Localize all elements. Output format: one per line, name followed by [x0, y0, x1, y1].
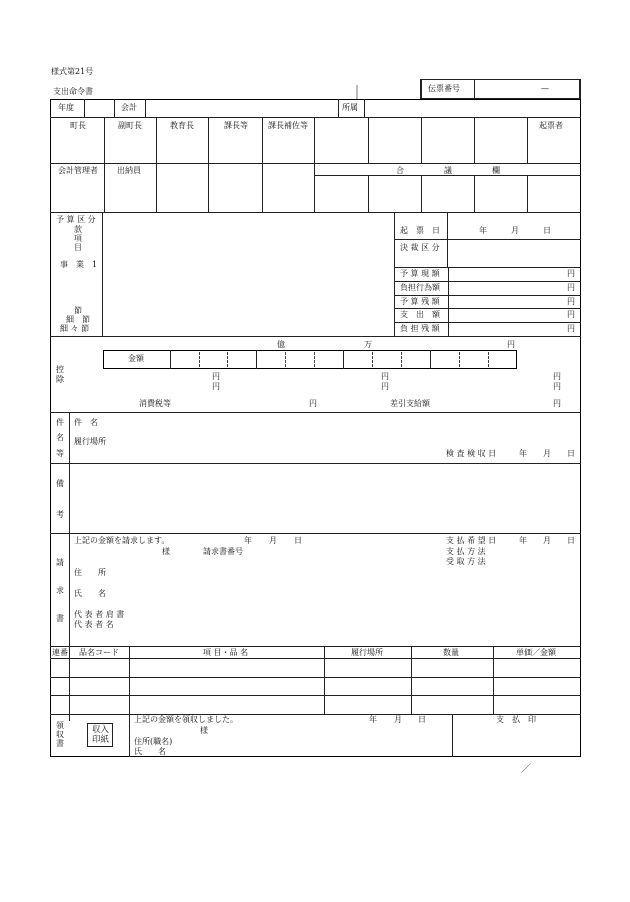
draft-day: 日 [543, 226, 551, 235]
budget-jigyo: 事 業 1 [60, 260, 98, 269]
approver-mayor: 町長 [70, 121, 86, 130]
receipt-sama: 様 [200, 726, 208, 735]
amount-item-1: 予 算 現 額 [400, 269, 440, 278]
amount-item-2: 負担行為額 [400, 283, 440, 292]
amount-item-3: 予 算 残 額 [400, 297, 440, 306]
footer-slash: ／ [521, 764, 531, 775]
claim-day: 日 [294, 536, 302, 545]
amount-label: 金額 [128, 354, 144, 363]
amount-yen-4: 円 [567, 310, 575, 319]
budget-saisetsu: 細 節 [66, 315, 90, 324]
amount-yen-3: 円 [567, 297, 575, 306]
budget-kan: 款 [74, 225, 82, 234]
claim-statement: 上記の金額を請求します。 [74, 536, 170, 545]
receipt-address-label: 住所(職名) [134, 737, 173, 746]
approver-deputy-chief: 課長補佐等 [268, 121, 308, 130]
draft-year: 年 [479, 226, 487, 235]
deduction-yen-b1: 円 [381, 372, 389, 381]
deduction-char-2: 除 [56, 375, 64, 384]
subject-side-3: 等 [56, 449, 64, 458]
payment-method-label: 支 払 方 法 [446, 547, 486, 556]
deduction-yen-a1: 円 [212, 372, 220, 381]
receipt-side-1: 領 [56, 721, 64, 730]
col-unit-price: 単価／金額 [516, 648, 556, 657]
claim-side-1: 請 [56, 558, 64, 567]
deduction-yen-c2: 円 [553, 382, 561, 391]
cashier-label: 出納員 [117, 166, 141, 175]
approver-vice-mayor: 副町長 [118, 121, 142, 130]
claim-month: 月 [269, 536, 277, 545]
amount-item-5: 負 担 残 額 [400, 324, 440, 333]
approver-section-chief: 課長等 [224, 121, 248, 130]
inspection-date-label: 検 査 検 収 日 [446, 449, 497, 458]
col-place: 履行場所 [351, 648, 383, 657]
receive-method-label: 受 取 方 法 [446, 557, 486, 566]
representative-title-label: 代 表 者 肩 書 [74, 610, 125, 619]
decision-label: 決 裁 区 分 [400, 243, 440, 252]
budget-kou: 項 [74, 234, 82, 243]
receipt-month: 月 [394, 715, 402, 724]
payment-year: 年 [519, 536, 527, 545]
accountant-label: 会計管理者 [58, 166, 98, 175]
amount-box [103, 350, 517, 369]
fold-mark [356, 85, 358, 99]
inspection-year: 年 [519, 449, 527, 458]
amount-item-4: 支 出 額 [400, 310, 440, 319]
deduction-yen-a2: 円 [212, 382, 220, 391]
receipt-name-label: 氏 名 [134, 747, 166, 756]
account-label: 会計 [121, 103, 137, 112]
col-item-code: 品名コード [79, 648, 119, 657]
unit-oku: 億 [277, 340, 285, 349]
revenue-stamp-line-1: 収入 [92, 725, 110, 735]
subject-side-1: 件 [56, 418, 64, 427]
claimant-address-label: 住 所 [74, 568, 106, 577]
budget-category: 予 算 区 分 [56, 215, 96, 224]
consumption-tax-label: 消費税等 [139, 399, 171, 408]
form-number: 様式第21号 [51, 67, 94, 76]
draft-date-label: 起 票 日 [400, 226, 440, 235]
payment-date-label: 支 払 希 望 日 [446, 536, 497, 545]
draft-month: 月 [511, 226, 519, 235]
council-char-1: 合 [396, 166, 404, 175]
deduction-char-1: 控 [56, 365, 64, 374]
remarks-side-1: 備 [56, 479, 64, 488]
budget-setsu: 節 [74, 306, 82, 315]
receipt-statement: 上記の金額を領収しました。 [134, 715, 238, 724]
inspection-day: 日 [567, 449, 575, 458]
slip-number-label: 伝票番号 [428, 84, 460, 93]
unit-yen: 円 [507, 340, 515, 349]
receipt-day: 日 [418, 715, 426, 724]
net-payment-yen: 円 [553, 399, 561, 408]
department-label: 所属 [342, 103, 358, 112]
remarks-side-2: 考 [56, 510, 64, 519]
claim-side-2: 求 [56, 586, 64, 595]
col-serial: 連番 [52, 648, 68, 657]
revenue-stamp-line-2: 印紙 [92, 735, 110, 745]
payment-month: 月 [543, 536, 551, 545]
deduction-yen-b2: 円 [381, 382, 389, 391]
approver-education: 教育長 [170, 121, 194, 130]
budget-moku: 目 [74, 243, 82, 252]
claim-year: 年 [244, 536, 252, 545]
unit-man: 万 [364, 340, 372, 349]
budget-saisaisetsu: 細 々 節 [60, 324, 90, 333]
claim-sama: 様 [162, 547, 170, 556]
council-char-3: 欄 [492, 166, 500, 175]
payment-seal-label: 支 払 印 [496, 715, 536, 724]
receipt-side-3: 書 [56, 739, 64, 748]
amount-yen-1: 円 [567, 269, 575, 278]
inspection-month: 月 [543, 449, 551, 458]
form-title: 支出命令書 [53, 87, 93, 96]
approver-drafter: 起票者 [539, 121, 563, 130]
amount-yen-5: 円 [567, 324, 575, 333]
representative-name-label: 代 表 者 名 [74, 620, 114, 629]
slip-number-dash: — [541, 84, 549, 93]
claim-side-3: 書 [56, 614, 64, 623]
subject-name-label: 件 名 [74, 418, 98, 427]
net-payment-label: 差引支給額 [390, 399, 430, 408]
payment-day: 日 [567, 536, 575, 545]
year-label: 年度 [58, 103, 74, 112]
col-item-name: 項 目・品 名 [203, 648, 249, 657]
col-quantity: 数量 [443, 648, 459, 657]
invoice-number-label: 請求書番号 [203, 547, 243, 556]
subject-side-2: 名 [56, 433, 64, 442]
deduction-yen-c1: 円 [553, 372, 561, 381]
performance-place-label: 履行場所 [74, 437, 106, 446]
claimant-name-label: 氏 名 [74, 589, 106, 598]
receipt-side-2: 収 [56, 730, 64, 739]
consumption-tax-yen: 円 [309, 399, 317, 408]
receipt-year: 年 [369, 715, 377, 724]
council-char-2: 議 [444, 166, 452, 175]
amount-yen-2: 円 [567, 283, 575, 292]
